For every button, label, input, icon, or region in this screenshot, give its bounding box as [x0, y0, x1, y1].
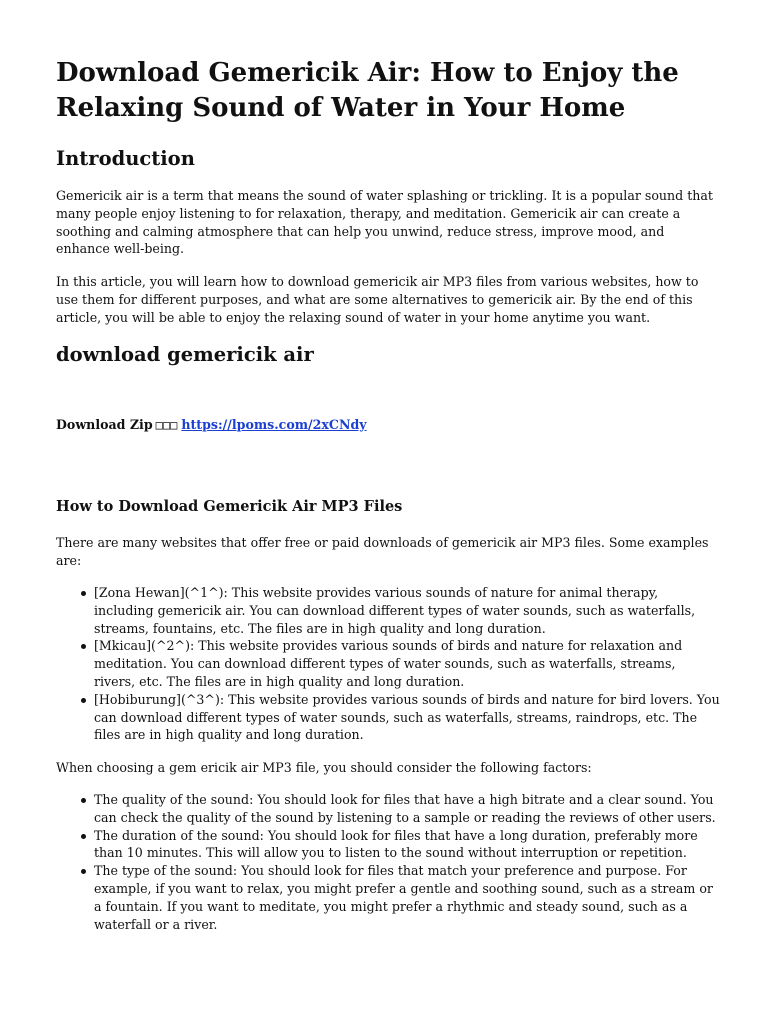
how-to-heading: How to Download Gemericik Air MP3 Files	[56, 498, 403, 515]
list-item: The type of the sound: You should look for files that match your preference and purpose. For example, if you want to relax, you might prefer a gentle and soothing sound, such as a stream or a fountain. If you want to meditate, you might prefer a rhythmic and steady sound, such as a waterfall or a river.	[94, 862, 720, 933]
download-link[interactable]: https://lpoms.com/2xCNdy	[181, 417, 367, 432]
factors-list	[56, 791, 720, 933]
download-zip-label: Download Zip	[56, 417, 153, 432]
how-to-intro-paragraph: There are many websites that offer free or paid downloads of gemericik air MP3 files. Some examples are:	[56, 535, 709, 568]
arrow-glyphs-icon: □□□	[155, 418, 178, 432]
sites-list	[56, 584, 720, 744]
download-heading: download gemericik air	[56, 343, 314, 366]
intro-paragraph-1: Gemericik air is a term that means the sound of water splashing or trickling. It is a popular sound that many people enjoy listening to for relaxation, therapy, and meditation. Gemericik air can create a soothing and calming atmosphere that can help you unwind, reduce stress, improve mood, and enhance well-being.	[56, 188, 713, 257]
page-title: Download Gemericik Air: How to Enjoy the Relaxing Sound of Water in Your Home	[56, 58, 679, 123]
list-item: [Hobiburung](^3^): This website provides various sounds of birds and nature for bird lovers. You can download different types of water sounds, such as waterfalls, streams, raindrops, etc. The files are in high quality and long duration.	[94, 691, 720, 743]
list-item: [Mkicau](^2^): This website provides various sounds of birds and nature for relaxation and meditation. You can download different types of water sounds, such as waterfalls, streams, rivers, etc. The files are in high quality and long duration.	[94, 637, 720, 690]
download-zip-line	[56, 416, 367, 434]
intro-heading: Introduction	[56, 147, 195, 170]
list-item: The duration of the sound: You should look for files that have a long duration, preferably more than 10 minutes. This will allow you to listen to the sound without interruption or repetition.	[94, 827, 720, 863]
list-item: The quality of the sound: You should look for files that have a high bitrate and a clear sound. You can check the quality of the sound by listening to a sample or reading the reviews of other users.	[94, 791, 720, 827]
list-item: [Zona Hewan](^1^): This website provides various sounds of nature for animal therapy, including gemericik air. You can download different types of water sounds, such as waterfalls, streams, fountains, etc. The files are in high quality and long duration.	[94, 584, 720, 637]
intro-paragraph-2: In this article, you will learn how to download gemericik air MP3 files from various websites, how to use them for different purposes, and what are some alternatives to gemericik air. By the end of this article, you will be able to enjoy the relaxing sound of water in your home anytime you want.	[56, 274, 699, 325]
factors-intro-paragraph: When choosing a gem ericik air MP3 file, you should consider the following factors:	[56, 760, 592, 775]
